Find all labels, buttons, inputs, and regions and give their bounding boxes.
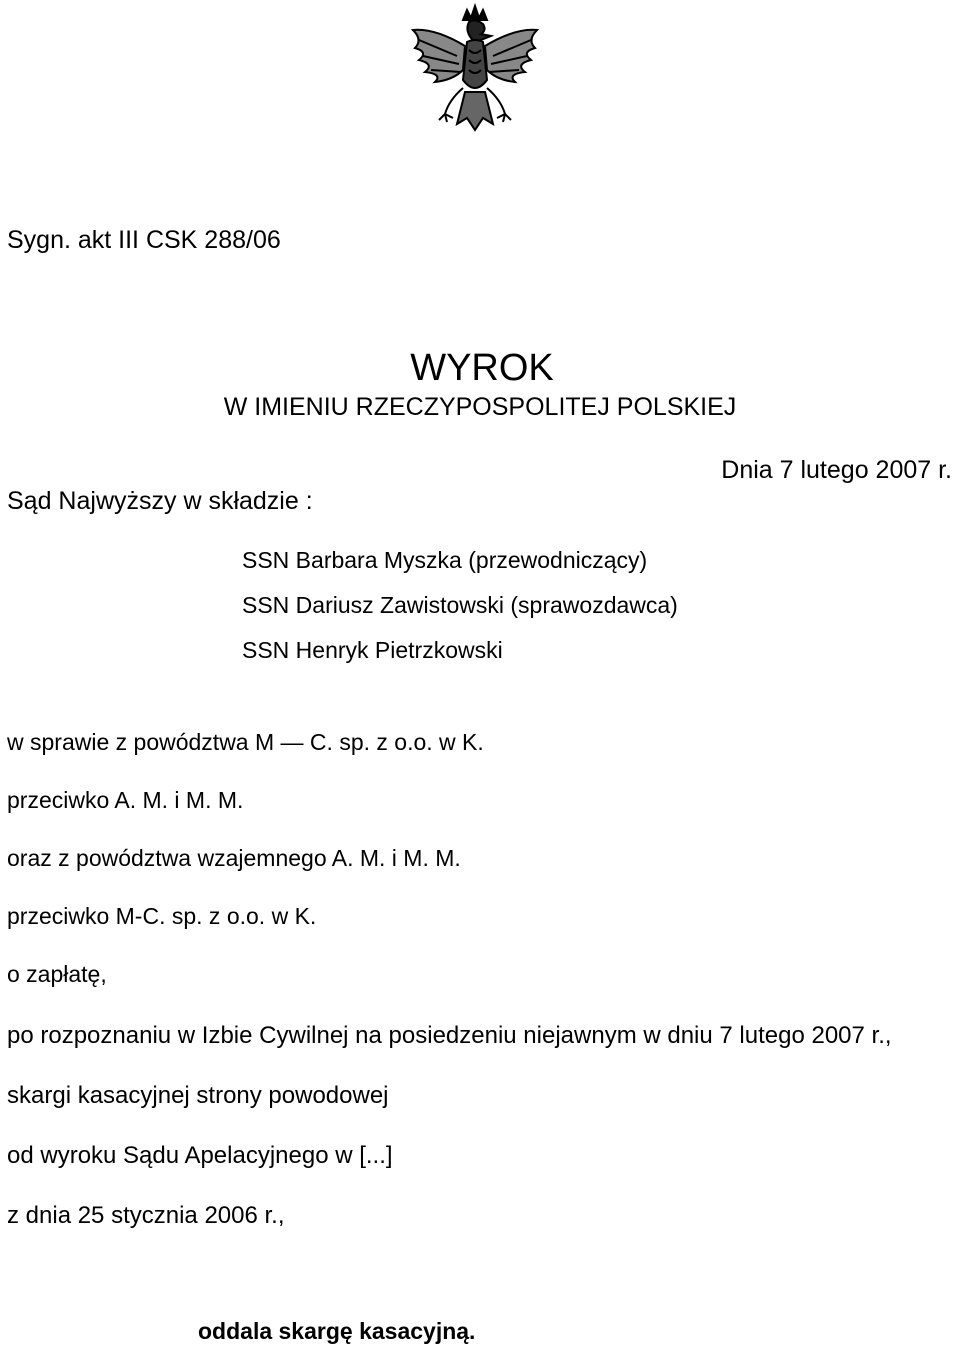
polish-eagle-emblem [395,0,555,165]
case-line-subject: o zapłatę, [7,961,107,987]
case-line-lower-court-date: z dnia 25 stycznia 2006 r., [7,1202,285,1229]
judgment-date: Dnia 7 lutego 2007 r. [721,456,952,484]
case-line-counterclaim-defendant: przeciwko M-C. sp. z o.o. w K. [7,903,317,929]
case-line-defendant: przeciwko A. M. i M. M. [7,787,244,813]
case-line-hearing: po rozpoznaniu w Izbie Cywilnej na posiedzeniu niejawnym w dniu 7 lutego 2007 r., [7,1022,892,1049]
document-subtitle: W IMIENIU RZECZYPOSPOLITEJ POLSKIEJ [223,393,737,421]
judge-presiding: SSN Barbara Myszka (przewodniczący) [242,547,648,573]
document-title [0,347,960,390]
verdict: oddala skargę kasacyjną. [198,1318,476,1344]
case-line-lower-court: od wyroku Sądu Apelacyjnego w [...] [7,1142,393,1169]
document-title-text: WYROK [410,347,554,389]
judge-member: SSN Henryk Pietrzkowski [242,637,503,663]
case-line-appeal: skargi kasacyjnej strony powodowej [7,1082,389,1109]
judge-rapporteur: SSN Dariusz Zawistowski (sprawozdawca) [242,592,678,618]
case-signature: Sygn. akt III CSK 288/06 [7,226,281,254]
court-composition-label: Sąd Najwyższy w składzie : [7,487,313,515]
case-line-counterclaim: oraz z powództwa wzajemnego A. M. i M. M. [7,845,461,871]
case-line-plaintiff: w sprawie z powództwa M — C. sp. z o.o. w K. [7,729,484,755]
